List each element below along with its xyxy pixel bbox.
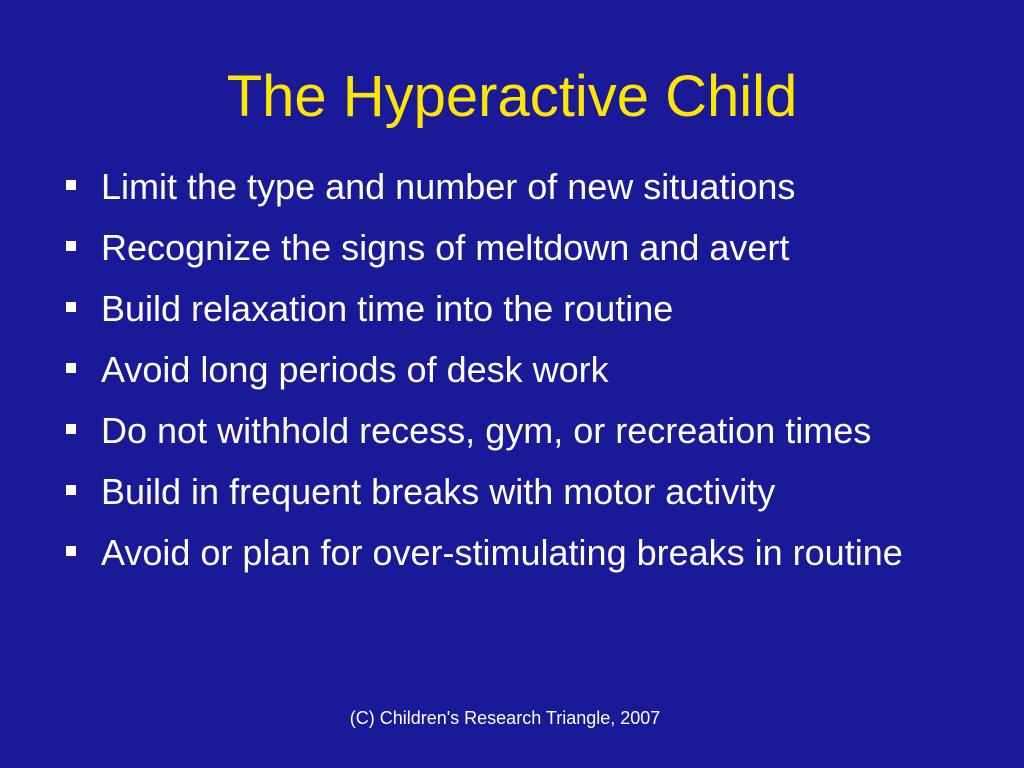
bullet-item — [66, 223, 966, 272]
square-bullet-icon — [66, 180, 76, 190]
bullet-text: Do not withhold recess, gym, or recreation times — [101, 410, 872, 451]
bullet-text: Avoid long periods of desk work — [101, 349, 609, 390]
bullet-item — [66, 162, 966, 211]
bullet-item — [66, 406, 966, 455]
bullet-list — [66, 162, 966, 589]
square-bullet-icon — [66, 302, 76, 312]
bullet-item — [66, 345, 966, 394]
square-bullet-icon — [66, 363, 76, 373]
square-bullet-icon — [66, 546, 76, 556]
bullet-text: Recognize the signs of meltdown and avert — [101, 227, 790, 268]
square-bullet-icon — [66, 424, 76, 434]
square-bullet-icon — [66, 241, 76, 251]
footer-copyright: (C) Children's Research Triangle, 2007 — [349, 708, 661, 728]
bullet-text: Avoid or plan for over-stimulating breaks in routine — [101, 532, 903, 573]
square-bullet-icon — [66, 485, 76, 495]
bullet-item — [66, 528, 966, 577]
bullet-item — [66, 467, 966, 516]
bullet-text: Limit the type and number of new situations — [101, 166, 796, 207]
bullet-text: Build in frequent breaks with motor activity — [101, 471, 776, 512]
bullet-item — [66, 284, 966, 333]
slide-title: The Hyperactive Child — [226, 64, 798, 129]
bullet-text: Build relaxation time into the routine — [101, 288, 674, 329]
